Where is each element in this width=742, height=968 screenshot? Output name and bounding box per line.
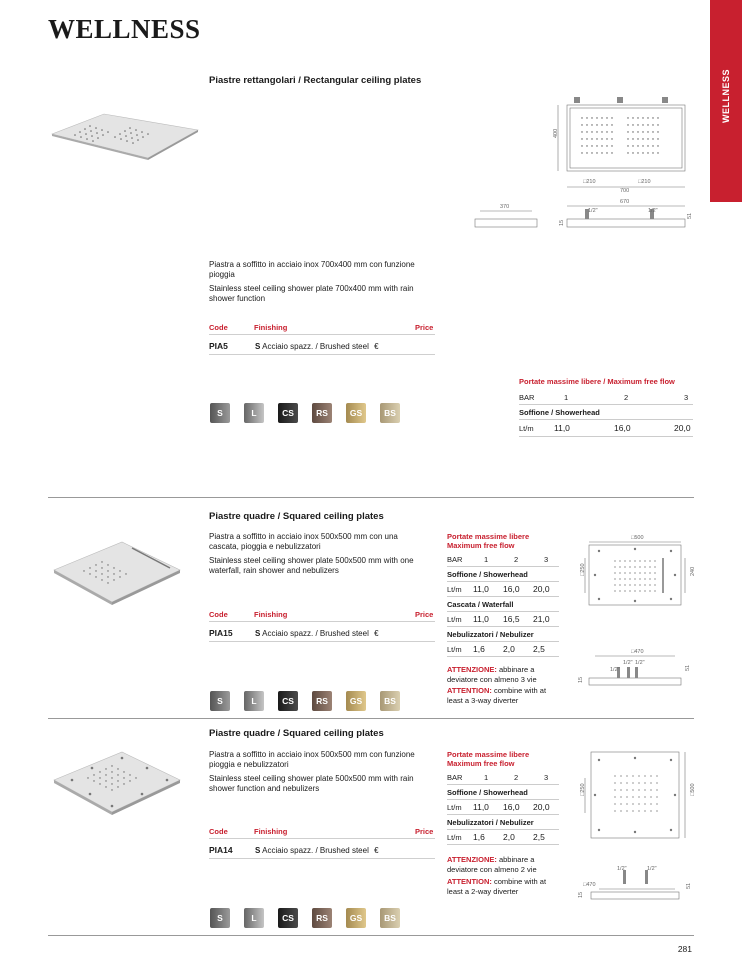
- divider: [209, 838, 435, 839]
- swatch-s[interactable]: S: [210, 908, 230, 928]
- dim-pipe1: 1/2": [588, 208, 598, 214]
- page-number: 281: [677, 944, 692, 954]
- svg-text:□470: □470: [583, 882, 596, 888]
- flow-title1: Portate massime libere: [447, 532, 530, 541]
- section1-swatches: [210, 403, 406, 425]
- dim-width: 700: [620, 188, 630, 194]
- section3-note-it: [447, 855, 562, 874]
- flow-title1: Portate massime libere: [447, 750, 530, 759]
- flow-values-row: Lt/m 1,6 2,0 2,5: [447, 642, 559, 657]
- section2-desc-en: Stainless steel ceiling shower plate 500x500 mm with one waterfall, rain shower and nebulizers: [209, 556, 414, 575]
- flow-bar-row: BAR 1 2 3: [519, 390, 693, 405]
- technical-drawing-pia14: [575, 748, 695, 908]
- svg-text:1/2": 1/2": [647, 866, 657, 872]
- brand-title: WELLNESS: [48, 14, 201, 44]
- note-text: abbinare a deviatore con almeno 2 vie: [447, 855, 537, 874]
- swatch-gs[interactable]: GS: [346, 908, 366, 928]
- divider: [209, 641, 435, 642]
- flow-values-row: Lt/m 11,0 16,0 20,0: [519, 420, 693, 437]
- section2-swatches: [210, 691, 406, 713]
- section3-desc-en: Stainless steel ceiling shower plate 500x500 mm with rain shower function and nebulizers: [209, 774, 414, 793]
- swatch-l[interactable]: L: [244, 691, 264, 711]
- note-label: ATTENZIONE:: [447, 855, 497, 864]
- flow-sub-label: Soffione / Showerhead: [447, 567, 559, 582]
- section3-swatches: [210, 908, 406, 930]
- dim-pipe2: 1/2": [648, 208, 658, 214]
- swatch-s[interactable]: S: [210, 403, 230, 423]
- flow-sub-label: Soffione / Showerhead: [519, 405, 693, 420]
- note-label: ATTENTION:: [447, 877, 492, 886]
- currency: €: [374, 846, 379, 855]
- finish-letter: S: [255, 846, 261, 855]
- svg-text:1/2": 1/2": [635, 660, 645, 666]
- section2-note-en: [447, 686, 562, 705]
- svg-text:51: 51: [685, 664, 691, 671]
- section3-note-en: [447, 877, 562, 896]
- dim-side: 370: [500, 204, 510, 210]
- note-text: combine with at least a 2-way diverter: [447, 877, 547, 896]
- side-tab-label: WELLNESS: [721, 68, 731, 124]
- section-divider: [48, 935, 694, 936]
- section3-finish: [255, 846, 379, 855]
- swatch-cs[interactable]: CS: [278, 403, 298, 423]
- swatch-l[interactable]: L: [244, 908, 264, 928]
- section1-finish: [255, 342, 379, 351]
- section-divider: [48, 497, 694, 498]
- section1-desc-it: Piastra a soffitto in acciaio inox 700x400 mm con funzione pioggia: [209, 260, 415, 279]
- note-text: combine with at least a 3-way diverter: [447, 686, 547, 705]
- technical-drawing-pia5: [470, 95, 700, 240]
- flow-bar-row: BAR 1 2 3: [447, 552, 559, 567]
- product-image-pia15: [52, 540, 182, 608]
- section2-code-label: Code: [209, 610, 228, 619]
- dim-height: 400: [553, 128, 559, 138]
- section1-price-label: Price: [415, 323, 434, 332]
- svg-text:□250: □250: [580, 783, 586, 796]
- section3-code-label: Code: [209, 827, 228, 836]
- dim-width2: 670: [620, 199, 630, 205]
- swatch-bs[interactable]: BS: [380, 908, 400, 928]
- swatch-l[interactable]: L: [244, 403, 264, 423]
- svg-text:1/2": 1/2": [610, 667, 620, 673]
- section2-finishing-label: Finishing: [254, 610, 288, 619]
- finish-text: Acciaio spazz. / Brushed steel: [262, 629, 369, 638]
- dim-d2: □210: [638, 179, 651, 185]
- swatch-bs[interactable]: BS: [380, 403, 400, 423]
- svg-text:□500: □500: [631, 535, 644, 541]
- note-text: abbinare a deviatore con almeno 3 vie: [447, 665, 537, 684]
- swatch-rs[interactable]: RS: [312, 403, 332, 423]
- finish-letter: S: [255, 342, 261, 351]
- divider: [209, 858, 435, 859]
- swatch-gs[interactable]: GS: [346, 691, 366, 711]
- dim-hh: 15: [559, 219, 565, 226]
- note-label: ATTENTION:: [447, 686, 492, 695]
- flow-values-row: Lt/m 11,0 16,0 20,0: [447, 800, 559, 815]
- flow-values-row: Lt/m 11,0 16,5 21,0: [447, 612, 559, 627]
- product-image-pia5: [50, 112, 200, 162]
- section3-code: PIA14: [209, 845, 233, 855]
- section1-title: Piastre rettangolari / Rectangular ceiling plates: [209, 75, 422, 86]
- swatch-bs[interactable]: BS: [380, 691, 400, 711]
- technical-drawing-pia15: [575, 533, 695, 713]
- flow-values-row: Lt/m 11,0 16,0 20,0: [447, 582, 559, 597]
- svg-text:□500: □500: [690, 783, 696, 796]
- section1-flow-table: [519, 377, 693, 437]
- swatch-gs[interactable]: GS: [346, 403, 366, 423]
- svg-text:51: 51: [686, 882, 692, 889]
- section3-desc-it: Piastra a soffitto in acciaio inox 500x500 mm con funzione pioggia e nebulizzatori: [209, 750, 415, 769]
- svg-text:1/2": 1/2": [623, 660, 633, 666]
- side-tab[interactable]: [710, 0, 742, 202]
- section1-desc-en: Stainless steel ceiling shower plate 700x400 mm with rain shower function: [209, 284, 414, 303]
- svg-text:□250: □250: [580, 563, 586, 576]
- svg-text:1/2": 1/2": [617, 866, 627, 872]
- flow-sub-label: Nebulizzatori / Nebulizer: [447, 815, 559, 830]
- flow-title2: Maximum free flow: [447, 759, 515, 768]
- section1-code: PIA5: [209, 341, 228, 351]
- finish-text: Acciaio spazz. / Brushed steel: [262, 846, 369, 855]
- dim-thickness: 51: [687, 212, 693, 219]
- svg-text:15: 15: [578, 676, 584, 683]
- section2-price-label: Price: [415, 610, 434, 619]
- flow-sub-label: Soffione / Showerhead: [447, 785, 559, 800]
- currency: €: [374, 342, 379, 351]
- section-divider: [48, 718, 694, 719]
- section2-desc-it: Piastra a soffitto in acciaio inox 500x500 mm con una cascata, pioggia e nebulizzatori: [209, 532, 398, 551]
- divider: [209, 354, 435, 355]
- section2-finish: [255, 629, 379, 638]
- product-image-pia14: [52, 750, 182, 818]
- divider: [209, 621, 435, 622]
- section3-price-label: Price: [415, 827, 434, 836]
- finish-letter: S: [255, 629, 261, 638]
- swatch-cs[interactable]: CS: [278, 908, 298, 928]
- section3-flow-table: [447, 750, 559, 845]
- svg-text:15: 15: [578, 891, 584, 898]
- flow-values-row: Lt/m 1,6 2,0 2,5: [447, 830, 559, 845]
- divider: [209, 334, 435, 335]
- svg-text:□470: □470: [631, 649, 644, 655]
- finish-text: Acciaio spazz. / Brushed steel: [262, 342, 369, 351]
- flow-sub-label: Cascata / Waterfall: [447, 597, 559, 612]
- swatch-cs[interactable]: CS: [278, 691, 298, 711]
- section2-note-it: [447, 665, 562, 684]
- section2-code: PIA15: [209, 628, 233, 638]
- swatch-rs[interactable]: RS: [312, 691, 332, 711]
- section1-finishing-label: Finishing: [254, 323, 288, 332]
- section3-finishing-label: Finishing: [254, 827, 288, 836]
- swatch-s[interactable]: S: [210, 691, 230, 711]
- svg-text:240: 240: [690, 566, 696, 576]
- dim-d1: □210: [583, 179, 596, 185]
- flow-bar-row: BAR 1 2 3: [447, 770, 559, 785]
- swatch-rs[interactable]: RS: [312, 908, 332, 928]
- section2-flow-table: [447, 532, 559, 657]
- section1-code-label: Code: [209, 323, 228, 332]
- section3-title: Piastre quadre / Squared ceiling plates: [209, 728, 384, 739]
- section2-title: Piastre quadre / Squared ceiling plates: [209, 511, 384, 522]
- note-label: ATTENZIONE:: [447, 665, 497, 674]
- flow-title2: Maximum free flow: [447, 541, 515, 550]
- currency: €: [374, 629, 379, 638]
- flow-sub-label: Nebulizzatori / Nebulizer: [447, 627, 559, 642]
- flow-title: Portate massime libere / Maximum free flow: [519, 377, 675, 386]
